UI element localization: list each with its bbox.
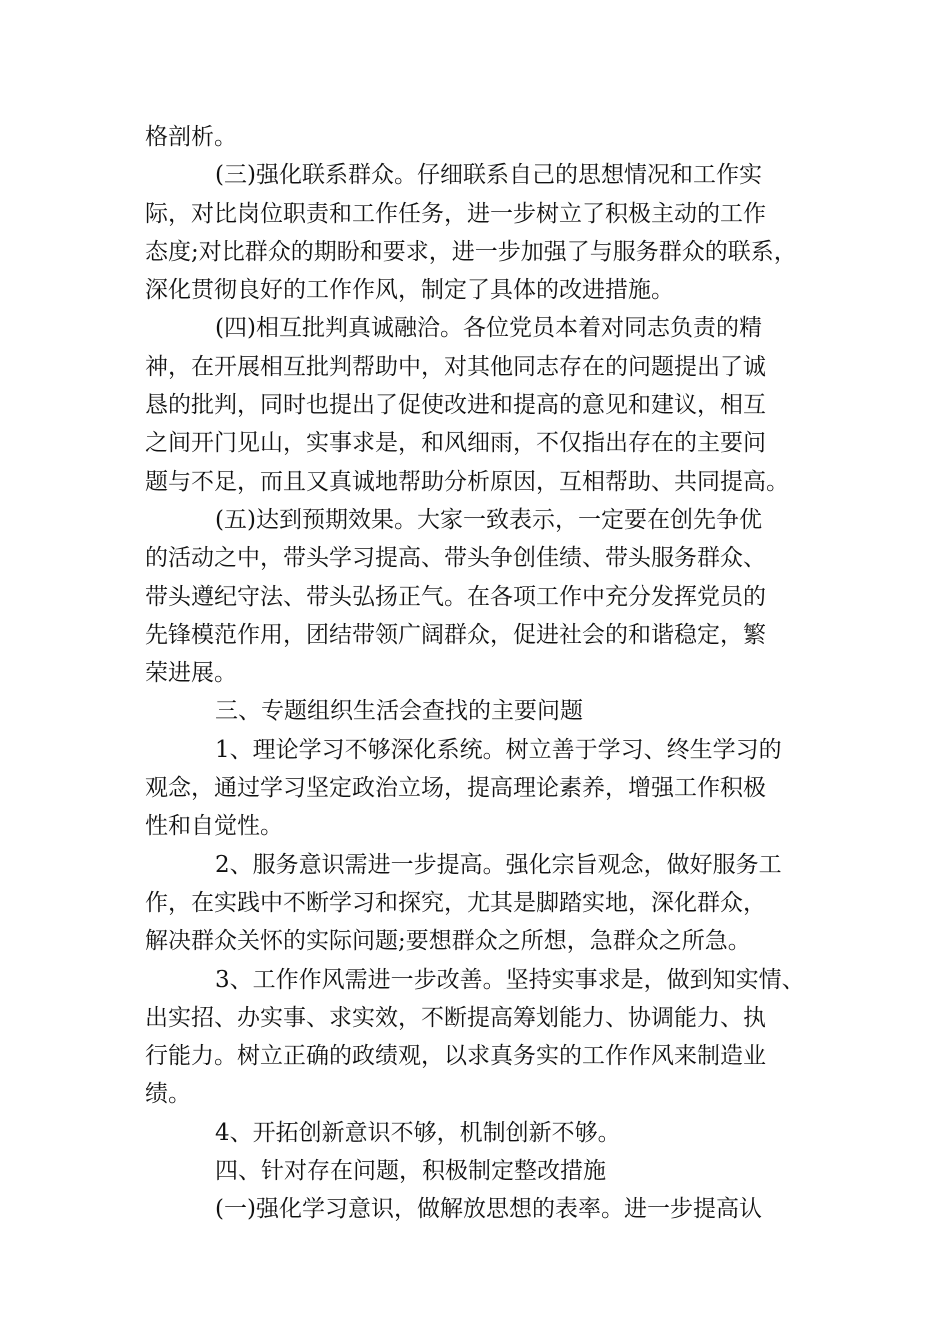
text-line: (四)相互批判真诚融洽。各位党员本着对同志负责的精 [215,315,762,342]
text-line: 恳的批判，同时也提出了促使改进和提高的意见和建议，相互 [145,392,766,419]
text-line: 绩。 [145,1081,191,1108]
text-line: 荣进展。 [145,660,237,687]
text-line: 态度;对比群众的期盼和要求，进一步加强了与服务群众的联系， [145,238,797,265]
text-line: 深化贯彻良好的工作作风，制定了具体的改进措施。 [145,277,674,304]
text-line: 神，在开展相互批判帮助中，对其他同志存在的问题提出了诚 [145,353,766,380]
text-line: 出实招、办实事、求实效，不断提高筹划能力、协调能力、执 [145,1004,766,1031]
text-line: 格剖析。 [145,124,237,150]
text-line: 三、专题组织生活会查找的主要问题 [215,698,583,725]
text-line: 作，在实践中不断学习和探究，尤其是脚踏实地，深化群众， [145,889,766,916]
text-line: 观念，通过学习坚定政治立场，提高理论素养，增强工作积极 [145,775,766,802]
text-line: (三)强化联系群众。仔细联系自己的思想情况和工作实 [215,162,762,189]
text-line: (五)达到预期效果。大家一致表示，一定要在创先争优 [215,506,762,533]
text-line: 2、服务意识需进一步提高。强化宗旨观念，做好服务工 [215,851,782,878]
text-line: 四、针对存在问题，积极制定整改措施 [215,1158,606,1185]
text-line: 性和自觉性。 [145,813,283,840]
text-line: 4、开拓创新意识不够，机制创新不够。 [215,1119,621,1146]
text-line: 的活动之中，带头学习提高、带头争创佳绩、带头服务群众、 [145,545,766,572]
text-line: 带头遵纪守法、带头弘扬正气。在各项工作中充分发挥党员的 [145,583,766,610]
text-line: 行能力。树立正确的政绩观，以求真务实的工作作风来制造业 [145,1043,766,1070]
text-line: 1、理论学习不够深化系统。树立善于学习、终生学习的 [215,736,782,763]
text-line: 之间开门见山，实事求是，和风细雨，不仅指出存在的主要问 [145,430,766,457]
text-line: 解决群众关怀的实际问题;要想群众之所想，急群众之所急。 [145,928,751,955]
document-body [145,118,825,1229]
text-line: 先锋模范作用，团结带领广阔群众，促进社会的和谐稳定，繁 [145,621,766,648]
text-line: 3、工作作风需进一步改善。坚持实事求是，做到知实情、 [215,966,805,993]
text-line: (一)强化学习意识，做解放思想的表率。进一步提高认 [215,1196,762,1223]
text-line: 题与不足，而且又真诚地帮助分析原因，互相帮助、共同提高。 [145,468,789,495]
text-line: 际，对比岗位职责和工作任务，进一步树立了积极主动的工作 [145,200,766,227]
